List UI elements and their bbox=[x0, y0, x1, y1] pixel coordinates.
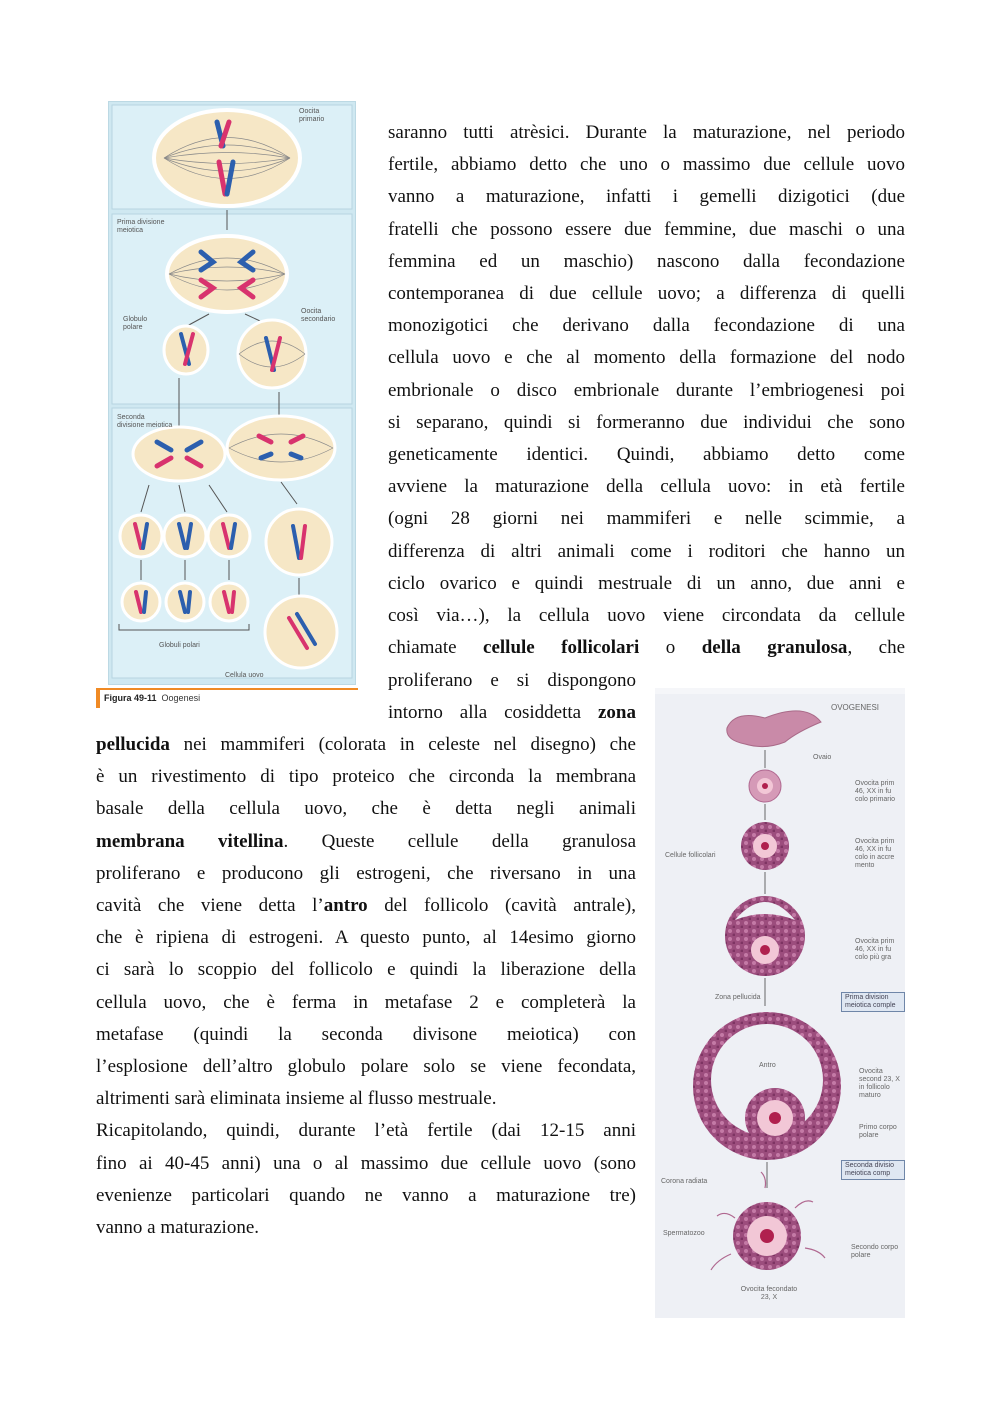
text-line: avviene la maturazione della cellula uovo: in età fertile bbox=[388, 476, 905, 498]
term-zona: zona bbox=[598, 702, 636, 724]
label-seconda-divisione: Seconda divisione meiotica bbox=[117, 414, 173, 429]
text-line: vanno a maturazione. bbox=[96, 1217, 260, 1239]
text-line: proliferano e si dispongono bbox=[388, 670, 636, 691]
text-line: geneticamente identici. Quindi, abbiamo detto come bbox=[388, 444, 905, 466]
text-line: metafase (quindi la seconda divisone meiotica) con bbox=[96, 1023, 636, 1045]
text-line: che è ripiena di estrogeni. A questo punto, al 14esimo giorno bbox=[96, 927, 636, 949]
text-line bbox=[96, 890, 636, 922]
term-pellucida: pellucida bbox=[96, 734, 170, 755]
box-prima-divisione: Prima division meiotica comple bbox=[841, 992, 905, 1012]
label-globuli-polari: Globuli polari bbox=[159, 642, 200, 649]
text-line: si separano, quindi si formeranno due individui che sono bbox=[388, 411, 905, 433]
label-secondo-corpo-polare: Secondo corpo polare bbox=[851, 1244, 899, 1259]
text-line: cellula uovo e che al momento della formazione del nodo bbox=[388, 347, 905, 369]
text-left-column bbox=[96, 729, 636, 1244]
label-ovocita-primario-2: Ovocita prim 46, XX in fu colo in accre mento bbox=[855, 838, 895, 869]
text-line: fratelli che possono essere due femmine, due maschi o una bbox=[388, 218, 905, 240]
text-span: intorno alla cosiddetta bbox=[388, 702, 582, 724]
label-ovocita-secondario: Ovocita second 23, X in follicolo maturo bbox=[859, 1068, 900, 1099]
label-spermatozoo: Spermatozoo bbox=[663, 1230, 705, 1237]
ovogenesis-figure bbox=[655, 688, 905, 1318]
text-line: monozigotici che derivano dalla fecondazione di una bbox=[388, 315, 905, 337]
text-line: proliferano e producono gli estrogeni, che riversano in una bbox=[96, 862, 636, 884]
text-right-column bbox=[388, 117, 905, 664]
label-ovocita-primario-3: Ovocita prim 46, XX in fu colo più gra bbox=[855, 938, 895, 961]
text-span: o bbox=[665, 637, 676, 659]
label-ovocita-fecondato: Ovocita fecondato 23, X bbox=[740, 1286, 798, 1301]
label-zona-pellucida: Zona pellucida bbox=[715, 994, 761, 1001]
label-ovocita-primario-1: Ovocita prim 46, XX in fu colo primario bbox=[855, 780, 896, 803]
text-line bbox=[96, 729, 636, 761]
text-line: saranno tutti atrèsici. Durante la maturazione, nel periodo bbox=[388, 122, 905, 143]
caption-accent-bar bbox=[96, 690, 100, 708]
label-oocita-primario: Oocita primario bbox=[299, 108, 325, 123]
text-span: chiamate bbox=[388, 637, 457, 659]
oogenesis-figure bbox=[108, 101, 356, 685]
label-ovaio: Ovaio bbox=[813, 754, 832, 761]
label-cellule-follicolari: Cellule follicolari bbox=[665, 852, 716, 859]
text-line: ci sarà lo scoppio del follicolo e quindi la liberazione della bbox=[96, 959, 636, 981]
text-span: nei mammiferi (colorata in celeste nel disegno) che bbox=[183, 734, 636, 755]
text-span: del follicolo (cavità antrale), bbox=[367, 895, 636, 917]
text-line bbox=[388, 632, 905, 664]
oogenesis-diagram bbox=[109, 102, 355, 684]
caption-title: Oogenesi bbox=[161, 693, 201, 703]
term-membrana-vitellina: membrana vitellina bbox=[96, 830, 284, 852]
text-line: basale della cellula uovo, che è detta negli animali bbox=[96, 798, 636, 820]
text-line bbox=[388, 697, 636, 729]
term-cellule-follicolari: cellule follicolari bbox=[483, 637, 640, 659]
term-della-granulosa: della granulosa bbox=[701, 637, 848, 659]
text-line: differenza di altri animali come i roditori che hanno un bbox=[388, 540, 905, 562]
label-ovogenesi: OVOGENESI bbox=[831, 703, 880, 712]
text-line: è un rivestimento di tipo proteico che circonda la membrana bbox=[96, 766, 636, 788]
figure-caption bbox=[96, 688, 358, 711]
label-primo-corpo-polare: Primo corpo polare bbox=[859, 1124, 897, 1139]
text-line: vanno a maturazione, infatti i gemelli dizigotici (due bbox=[388, 186, 905, 208]
text-line: femmina ed un maschio) nascono dalla fecondazione bbox=[388, 250, 905, 272]
text-line: così via…), la cellula uovo viene circondata da cellule bbox=[388, 605, 905, 627]
label-globulo-polare: Globulo polare bbox=[123, 316, 148, 331]
text-line: evenienze particolari quando ne vanno a maturazione tre) bbox=[96, 1184, 636, 1206]
label-cellula-uovo: Cellula uovo bbox=[225, 672, 264, 679]
box-seconda-divisione: Seconda divisio meiotica comp bbox=[841, 1160, 905, 1180]
text-span: cavità che viene detta l’ bbox=[96, 895, 324, 917]
text-span: , che bbox=[847, 637, 906, 659]
text-line: ciclo ovarico e quindi mestruale di un anno, due anni e bbox=[388, 572, 905, 594]
text-line: fino ai 40-45 anni) una o al massimo due cellule uovo (sono bbox=[96, 1152, 636, 1174]
label-corona-radiata: Corona radiata bbox=[661, 1178, 708, 1185]
text-span: . Queste cellule della granulosa bbox=[283, 830, 636, 852]
text-line: embrionale o disco embrionale durante l’embriogenesi poi bbox=[388, 379, 905, 401]
label-oocita-secondario: Oocita secondario bbox=[301, 308, 336, 323]
caption-label: Figura 49-11 bbox=[104, 693, 157, 703]
text-narrow-block bbox=[388, 665, 636, 729]
term-antro: antro bbox=[323, 895, 368, 917]
label-antro: Antro bbox=[759, 1062, 776, 1069]
text-line: l’esplosione dell’altro globulo polare solo se viene fecondata, bbox=[96, 1056, 636, 1078]
text-line: altrimenti sarà eliminata insieme al flusso mestruale. bbox=[96, 1088, 497, 1110]
text-line: contemporanea di due cellule uovo; a differenza di quelli bbox=[388, 283, 905, 305]
text-line bbox=[96, 826, 636, 858]
label-prima-divisione: Prima divisione meiotica bbox=[117, 219, 165, 234]
text-line: cellula uovo, che è ferma in metafase 2 e completerà la bbox=[96, 991, 636, 1013]
text-line: fertile, abbiamo detto che uno o massimo due cellule uovo bbox=[388, 154, 905, 176]
text-line: Ricapitolando, quindi, durante l’età fertile (dai 12-15 anni bbox=[96, 1120, 636, 1142]
text-line: (ogni 28 giorni nei mammiferi e nelle scimmie, a bbox=[388, 508, 905, 530]
